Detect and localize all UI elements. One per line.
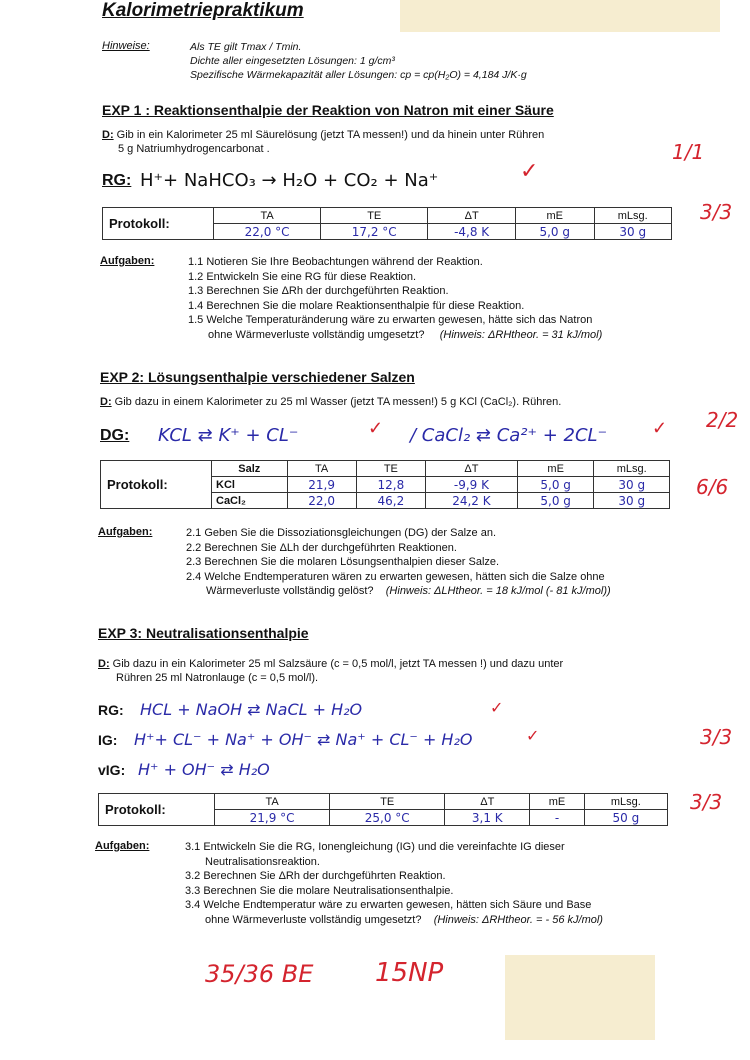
table-header: Salz: [212, 461, 288, 477]
task-line: 1.4 Berechnen Sie die molare Reaktionsenthalpie für diese Reaktion.: [188, 299, 525, 312]
table-cell: 17,2 °C: [321, 224, 428, 240]
exp2-tasks: [186, 526, 611, 599]
table-cell: 5,0 g: [515, 224, 594, 240]
table-header: TE: [356, 461, 425, 477]
hints-label: Hinweise:: [102, 40, 150, 52]
grade-points: 35/36 BE: [205, 960, 314, 988]
grade-np: 15NP: [375, 958, 444, 988]
table-header: ΔT: [425, 461, 517, 477]
table-cell: -: [530, 810, 584, 826]
score-exp2-b: 6/6: [696, 475, 729, 499]
task-text: ohne Wärmeverluste vollständig umgesetzt?: [205, 913, 422, 926]
task-line: Neutralisationsreaktion.: [205, 855, 320, 868]
table-cell: KCl: [212, 477, 288, 493]
exp1-rg-label: RG:: [102, 172, 132, 189]
exp1-tasks: [188, 255, 602, 342]
table-header: ΔT: [428, 208, 516, 224]
score-exp3-a: 3/3: [700, 725, 733, 749]
task-line: 3.3 Berechnen Sie die molare Neutralisationsenthalpie.: [185, 884, 454, 897]
hint-line: Spezifische Wärmekapazität aller Lösungen: cp = cp(H₂O) = 4,184 J/K·g: [190, 69, 527, 81]
check-mark-icon: ✓: [526, 728, 540, 745]
exp2-title: EXP 2: Lösungsenthalpie verschiedener Salzen: [100, 369, 415, 385]
check-mark-icon: ✓: [520, 158, 539, 183]
check-mark-icon: ✓: [490, 700, 504, 717]
table-header: TE: [330, 794, 445, 810]
table-cell: 22,0: [287, 493, 356, 509]
task-hint: (Hinweis: ΔRHtheor. = - 56 kJ/mol): [433, 913, 603, 926]
exp1-d-line1: Gib in ein Kalorimeter 25 ml Säurelösung (jetzt TA messen!) und da hinein unter Rühren: [116, 129, 545, 141]
table-header: mLsg.: [584, 794, 667, 810]
exp3-protocol-table: [98, 793, 668, 826]
exp3-ig-equation: H⁺+ CL⁻ + Na⁺ + OH⁻ ⇄ Na⁺ + CL⁻ + H₂O: [134, 730, 473, 749]
table-cell: 25,0 °C: [330, 810, 445, 826]
exp3-ig-label: IG:: [98, 732, 118, 748]
exp3-rg-label: RG:: [98, 702, 124, 718]
table-header: mE: [530, 794, 584, 810]
task-text: ohne Wärmeverluste vollständig umgesetzt?: [208, 328, 425, 341]
tape-strip-bottom: [505, 955, 655, 1040]
table-cell: 12,8: [356, 477, 425, 493]
table-cell: 30 g: [594, 224, 672, 240]
page-title: Kalorimetriepraktikum: [102, 0, 304, 21]
table-header: TE: [321, 208, 428, 224]
exp2-protocol-table: [100, 460, 670, 509]
task-line: 3.4 Welche Endtemperatur wäre zu erwarten gewesen, hätten sich Säure und Base: [185, 899, 592, 911]
score-exp1-b: 3/3: [700, 200, 733, 224]
table-cell: 3,1 K: [445, 810, 530, 826]
exp1-aufgaben-label: Aufgaben:: [100, 255, 155, 267]
exp2-description: [100, 395, 561, 409]
score-exp3-b: 3/3: [690, 790, 723, 814]
table-header: ΔT: [445, 794, 530, 810]
exp2-dg-equation-1: KCL ⇄ K⁺ + CL⁻: [158, 425, 299, 446]
table-cell: -4,8 K: [428, 224, 516, 240]
exp3-d-line2: Rühren 25 ml Natronlauge (c = 0,5 mol/l).: [116, 672, 319, 684]
exp2-dg-equation-2: / CaCl₂ ⇄ Ca²⁺ + 2CL⁻: [410, 425, 608, 446]
exp2-dg-label: DG:: [100, 427, 130, 444]
exp1-description: [102, 128, 544, 156]
table-cell: 30 g: [594, 493, 670, 509]
table-cell: 30 g: [594, 477, 670, 493]
protocol-label: Protokoll:: [101, 461, 212, 509]
task-line: 2.4 Welche Endtemperaturen wären zu erwarten gewesen, hätten sich die Salze ohne: [186, 570, 605, 583]
exp1-rg-equation: H⁺+ NaHCO₃ → H₂O + CO₂ + Na⁺: [140, 170, 439, 191]
task-line: [186, 584, 611, 599]
table-header: TA: [214, 208, 321, 224]
task-line: 1.1 Notieren Sie Ihre Beobachtungen während der Reaktion.: [188, 256, 483, 268]
task-hint: (Hinweis: ΔRHtheor. = 31 kJ/mol): [439, 328, 603, 341]
hint-line: Dichte aller eingesetzten Lösungen: 1 g/cm³: [190, 55, 395, 67]
table-cell: CaCl₂: [212, 493, 288, 509]
task-line: 1.5 Welche Temperaturänderung wäre zu erwarten gewesen, hätte sich das Natron: [188, 314, 593, 326]
exp3-rg-equation: HCL + NaOH ⇄ NaCL + H₂O: [140, 700, 363, 719]
table-cell: 5,0 g: [517, 493, 594, 509]
tape-strip-top: [400, 0, 720, 32]
task-line: 1.2 Entwickeln Sie eine RG für diese Reaktion.: [188, 270, 417, 283]
score-exp2-a: 2/2: [706, 408, 739, 432]
exp3-aufgaben-label: Aufgaben:: [95, 840, 150, 852]
exp2-d-line1: Gib dazu in einem Kalorimeter zu 25 ml Wasser (jetzt TA messen!) 5 g KCl (CaCl₂). Rühren.: [114, 396, 562, 408]
table-header: mE: [515, 208, 594, 224]
protocol-label: Protokoll:: [99, 794, 215, 826]
check-mark-icon: ✓: [652, 418, 668, 438]
table-header: mLsg.: [594, 208, 672, 224]
exp3-vig-label: vIG:: [98, 762, 126, 778]
exp1-protocol-table: [102, 207, 672, 240]
table-header: mE: [517, 461, 594, 477]
table-header: TA: [215, 794, 330, 810]
task-line: 3.1 Entwickeln Sie die RG, Ionengleichung (IG) und die vereinfachte IG dieser: [185, 841, 565, 853]
hint-line: Als TE gilt Tmax / Tmin.: [190, 41, 302, 53]
task-hint: (Hinweis: ΔLHtheor. = 18 kJ/mol (- 81 kJ/mol)): [385, 585, 611, 597]
exp3-tasks: [185, 840, 603, 927]
table-cell: 5,0 g: [517, 477, 594, 493]
exp2-aufgaben-label: Aufgaben:: [98, 526, 153, 538]
exp3-description: [98, 657, 563, 685]
table-cell: 21,9 °C: [215, 810, 330, 826]
task-line: 3.2 Berechnen Sie ΔRh der durchgeführten Reaktion.: [185, 870, 446, 882]
protocol-label: Protokoll:: [103, 208, 214, 240]
task-line: [185, 913, 603, 928]
table-cell: 21,9: [287, 477, 356, 493]
check-mark-icon: ✓: [368, 418, 384, 438]
d-label: D:: [102, 129, 114, 141]
table-cell: -9,9 K: [425, 477, 517, 493]
table-cell: 24,2 K: [425, 493, 517, 509]
task-line: 2.3 Berechnen Sie die molaren Lösungsenthalpien dieser Salze.: [186, 556, 500, 568]
d-label: D:: [98, 658, 110, 670]
hints-lines: [190, 40, 527, 82]
exp3-title: EXP 3: Neutralisationsenthalpie: [98, 625, 309, 641]
table-header: TA: [287, 461, 356, 477]
task-line: 2.2 Berechnen Sie ΔLh der durchgeführten Reaktionen.: [186, 541, 457, 554]
task-text: Wärmeverluste vollständig gelöst?: [206, 585, 374, 597]
table-cell: 22,0 °C: [214, 224, 321, 240]
table-cell: 46,2: [356, 493, 425, 509]
exp3-d-line1: Gib dazu in ein Kalorimeter 25 ml Salzsäure (c = 0,5 mol/l, jetzt TA messen !) und dazu unter: [112, 658, 564, 670]
score-exp1-a: 1/1: [672, 140, 705, 164]
exp1-title: EXP 1 : Reaktionsenthalpie der Reaktion von Natron mit einer Säure: [102, 102, 554, 118]
table-header: mLsg.: [594, 461, 670, 477]
task-line: 2.1 Geben Sie die Dissoziationsgleichungen (DG) der Salze an.: [186, 527, 497, 539]
exp3-vig-equation: H⁺ + OH⁻ ⇄ H₂O: [138, 760, 270, 779]
d-label: D:: [100, 396, 112, 408]
table-cell: 50 g: [584, 810, 667, 826]
exp1-d-line2: 5 g Natriumhydrogencarbonat .: [118, 143, 270, 155]
task-line: 1.3 Berechnen Sie ΔRh der durchgeführten Reaktion.: [188, 285, 449, 297]
task-line: [188, 328, 602, 343]
